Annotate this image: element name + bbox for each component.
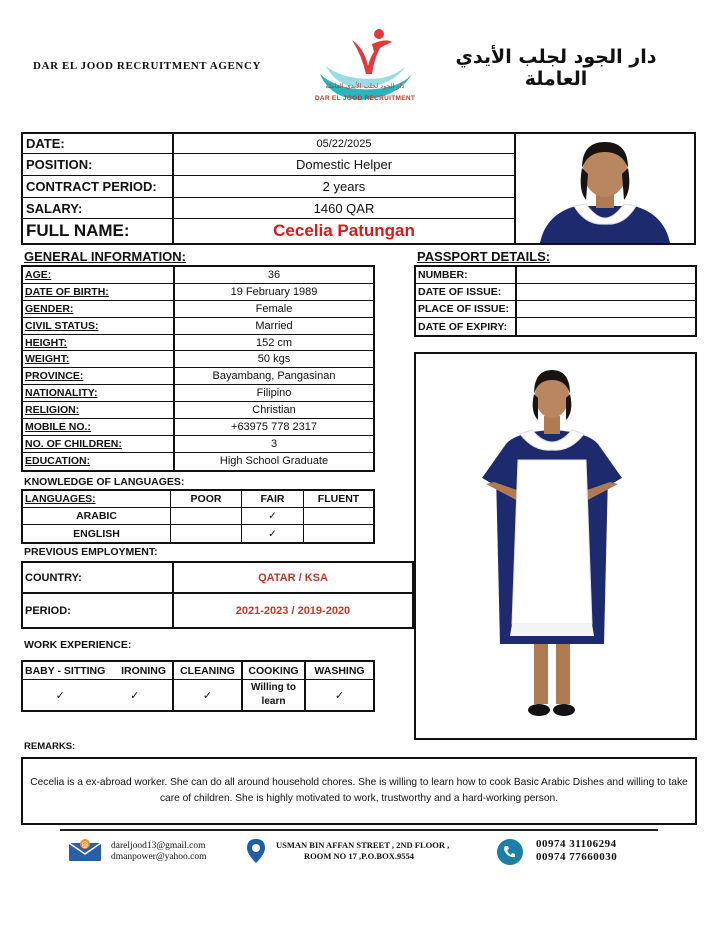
general-row bbox=[23, 419, 373, 436]
general-value: Married bbox=[255, 319, 293, 332]
cleaning-header: CLEANING bbox=[174, 662, 243, 679]
general-row bbox=[23, 351, 373, 368]
person-full-body-icon bbox=[416, 354, 695, 738]
position-label: POSITION: bbox=[23, 154, 174, 175]
general-value: 36 bbox=[267, 268, 281, 281]
general-info-table bbox=[21, 265, 375, 472]
passport-table bbox=[414, 265, 697, 337]
passport-row bbox=[416, 318, 695, 335]
previous-employment-title: PREVIOUS EMPLOYMENT: bbox=[24, 546, 158, 558]
country-row bbox=[23, 563, 412, 594]
general-label: HEIGHT: bbox=[23, 335, 175, 351]
logo-english-caption: DAR EL JOOD RECRUITMENT bbox=[314, 95, 416, 102]
general-row bbox=[23, 436, 373, 453]
passport-label: DATE OF ISSUE: bbox=[416, 284, 517, 300]
fair-check-icon: ✓ bbox=[242, 508, 304, 524]
general-value: Filipino bbox=[256, 387, 292, 400]
general-value: 3 bbox=[270, 437, 278, 450]
language-name: ARABIC bbox=[23, 508, 171, 524]
fullname-row bbox=[23, 219, 514, 243]
fullname-value: Cecelia Patungan bbox=[273, 221, 415, 240]
languages-table bbox=[21, 489, 375, 544]
profile-photo-full bbox=[414, 352, 697, 740]
fluent-mark bbox=[304, 525, 373, 542]
passport-row bbox=[416, 301, 695, 318]
general-label: NO. OF CHILDREN: bbox=[23, 436, 175, 452]
general-label: GENDER: bbox=[23, 301, 175, 317]
address-line-2: ROOM NO 17 ,P.O.BOX.9554 bbox=[304, 851, 414, 861]
general-row bbox=[23, 318, 373, 335]
salary-value: 1460 QAR bbox=[313, 200, 375, 216]
country-label: COUNTRY: bbox=[23, 563, 174, 592]
cooking-header: COOKING bbox=[243, 662, 306, 679]
period-label: PERIOD: bbox=[23, 594, 174, 627]
agency-name-english: DAR EL JOOD RECRUITMENT AGENCY bbox=[33, 60, 262, 72]
general-row bbox=[23, 402, 373, 419]
language-name: ENGLISH bbox=[23, 525, 171, 542]
phone-primary: 00974 31106294 bbox=[536, 838, 617, 850]
remarks-box bbox=[21, 757, 697, 825]
fair-check-icon: ✓ bbox=[242, 525, 304, 542]
envelope-icon bbox=[68, 838, 102, 862]
babysitting-ironing-header bbox=[23, 662, 174, 679]
date-label: DATE: bbox=[23, 134, 174, 153]
phone-secondary: 00974 77660030 bbox=[536, 851, 618, 863]
salary-label: SALARY: bbox=[23, 198, 174, 218]
babysitting-ironing-values bbox=[23, 680, 174, 710]
agency-name-arabic: دار الجود لجلب الأيدي العاملة bbox=[455, 46, 657, 90]
work-values-row bbox=[23, 680, 373, 710]
remarks-title: REMARKS: bbox=[24, 741, 76, 752]
work-experience-title: WORK EXPERIENCE: bbox=[24, 639, 132, 651]
passport-row bbox=[416, 267, 695, 284]
fullname-label: FULL NAME: bbox=[23, 219, 174, 243]
work-experience-table bbox=[21, 660, 375, 712]
general-label: RELIGION: bbox=[23, 402, 175, 418]
general-label: NATIONALITY: bbox=[23, 385, 175, 401]
general-label: AGE: bbox=[23, 267, 175, 283]
person-portrait-icon bbox=[516, 134, 694, 243]
logo-arabic-caption: دار الجود لجلب الأيدي العاملة bbox=[325, 82, 405, 90]
poor-mark bbox=[171, 525, 242, 542]
general-row bbox=[23, 267, 373, 284]
general-label: CIVIL STATUS: bbox=[23, 318, 175, 334]
general-row bbox=[23, 368, 373, 385]
position-row bbox=[23, 154, 514, 176]
ironing-check-icon: ✓ bbox=[130, 689, 140, 702]
date-row bbox=[23, 134, 514, 154]
languages-col-header: LANGUAGES: bbox=[23, 491, 171, 507]
general-label: MOBILE NO.: bbox=[23, 419, 175, 435]
fluent-col-header: FLUENT bbox=[317, 493, 360, 505]
contract-value: 2 years bbox=[322, 179, 366, 194]
email-secondary: dmanpower@yahoo.com bbox=[111, 852, 207, 862]
cooking-value: Willing to learn bbox=[243, 680, 306, 710]
general-value: High School Graduate bbox=[219, 455, 329, 468]
fair-col-header: FAIR bbox=[242, 491, 304, 507]
general-label: PROVINCE: bbox=[23, 368, 175, 384]
general-label: EDUCATION: bbox=[23, 453, 175, 470]
language-row-arabic bbox=[23, 508, 373, 525]
work-header-row bbox=[23, 662, 373, 680]
babysitting-check-icon: ✓ bbox=[55, 689, 65, 702]
fluent-mark bbox=[304, 508, 373, 524]
passport-row bbox=[416, 284, 695, 301]
general-row bbox=[23, 301, 373, 318]
passport-value bbox=[517, 301, 695, 317]
period-row bbox=[23, 594, 412, 627]
summary-table bbox=[21, 132, 516, 245]
general-info-title: GENERAL INFORMATION: bbox=[24, 249, 187, 264]
general-row bbox=[23, 284, 373, 301]
general-row bbox=[23, 385, 373, 402]
general-value: +63975 778 2317 bbox=[231, 420, 317, 433]
general-row bbox=[23, 453, 373, 470]
footer-divider bbox=[60, 829, 658, 831]
remarks-text: Cecelia is a ex-abroad worker. She can do all around household chores. She is willing to learn how to cook Basic Arabic Dishes and willing to take care of children. She is highly motivated to work, trustworthy and a hard-working person. bbox=[30, 777, 688, 804]
general-value: Bayambang, Pangasinan bbox=[212, 370, 336, 383]
languages-title: KNOWLEDGE OF LANGUAGES: bbox=[24, 476, 185, 488]
passport-label: PLACE OF ISSUE: bbox=[416, 301, 517, 317]
cleaning-check-icon: ✓ bbox=[174, 680, 243, 710]
phone-icon bbox=[496, 838, 524, 866]
general-value: 19 February 1989 bbox=[230, 285, 318, 298]
contract-row bbox=[23, 176, 514, 198]
passport-value bbox=[517, 284, 695, 300]
passport-label: NUMBER: bbox=[416, 267, 517, 283]
date-value: 05/22/2025 bbox=[316, 137, 372, 150]
general-label: DATE OF BIRTH: bbox=[23, 284, 175, 300]
poor-col-header: POOR bbox=[171, 491, 242, 507]
position-value: Domestic Helper bbox=[295, 157, 393, 172]
languages-header-row bbox=[23, 491, 373, 508]
passport-value bbox=[517, 318, 695, 335]
washing-header: WASHING bbox=[314, 664, 365, 677]
location-pin-icon bbox=[246, 838, 266, 864]
period-value: 2021-2023 / 2019-2020 bbox=[235, 604, 351, 617]
passport-value bbox=[517, 267, 695, 283]
general-label: WEIGHT: bbox=[23, 351, 175, 367]
general-value: Female bbox=[255, 302, 293, 315]
passport-details-title: PASSPORT DETAILS: bbox=[417, 249, 551, 264]
washing-check-icon: ✓ bbox=[334, 689, 345, 702]
general-value: 50 kgs bbox=[257, 353, 291, 366]
poor-mark bbox=[171, 508, 242, 524]
passport-label: DATE OF EXPIRY: bbox=[416, 318, 517, 335]
general-value: Christian bbox=[252, 404, 296, 417]
language-row-english bbox=[23, 525, 373, 542]
ironing-header: IRONING bbox=[121, 664, 166, 677]
profile-photo-small bbox=[516, 132, 696, 245]
email-primary: dareljood13@gmail.com bbox=[111, 841, 206, 851]
general-value: 152 cm bbox=[255, 336, 293, 349]
employment-table bbox=[21, 561, 414, 629]
contract-label: CONTRACT PERIOD: bbox=[23, 176, 174, 197]
country-value: QATAR / KSA bbox=[258, 571, 328, 584]
general-row bbox=[23, 335, 373, 352]
address-line-1: USMAN BIN AFFAN STREET , 2ND FLOOR , bbox=[276, 840, 450, 850]
svg-text:@: @ bbox=[81, 841, 89, 849]
salary-row bbox=[23, 198, 514, 219]
babysitting-header: BABY - SITTING bbox=[25, 664, 106, 677]
